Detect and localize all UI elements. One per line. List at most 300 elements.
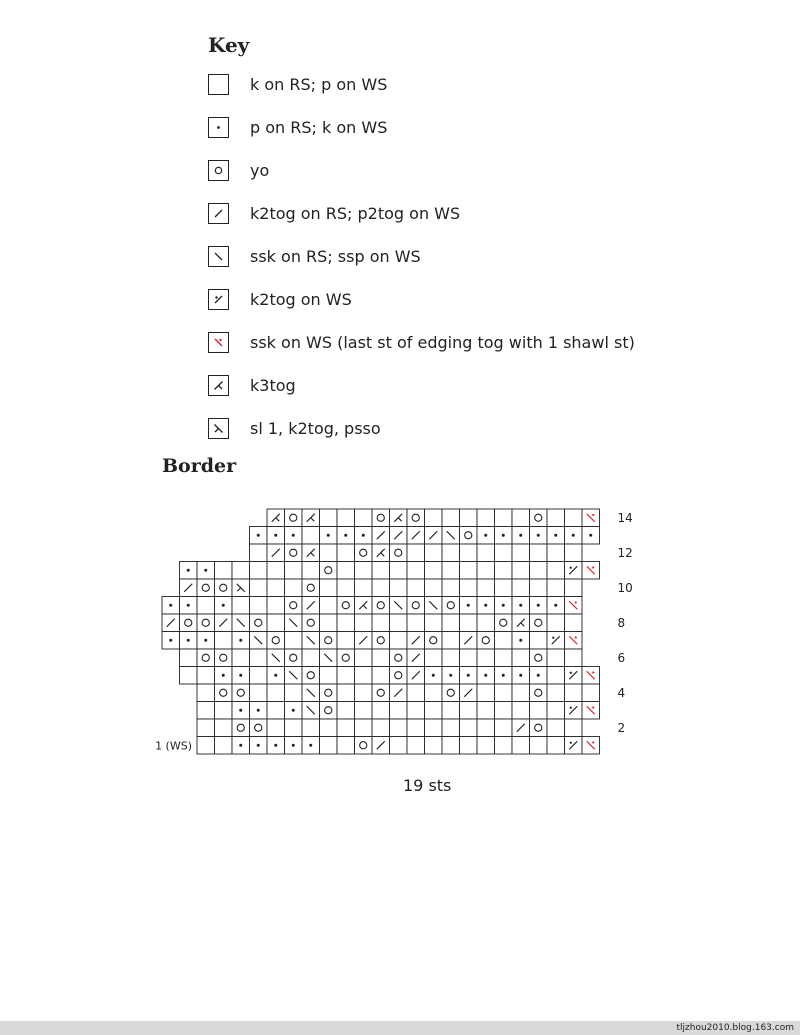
chart-cell-r14-c20 bbox=[495, 509, 513, 527]
chart-cell-r6-c12 bbox=[355, 649, 373, 667]
chart-cell-r12-c19 bbox=[477, 544, 495, 562]
chart-cell-r6-c10 bbox=[320, 649, 338, 667]
chart-cell-r12-c7 bbox=[267, 544, 285, 562]
chart-cell-r5-c9 bbox=[302, 667, 320, 685]
chart-cell-r10-c10 bbox=[320, 579, 338, 597]
row-number-14: 14 bbox=[617, 510, 633, 525]
chart-cell-r9-c8 bbox=[285, 597, 303, 615]
chart-cell-r1-c5 bbox=[232, 737, 250, 755]
chart-cell-r3-c15 bbox=[407, 702, 425, 720]
chart-cell-r7-c4 bbox=[215, 632, 233, 650]
chart-cell-r11-c7 bbox=[267, 562, 285, 580]
chart-cell-r10-c19 bbox=[477, 579, 495, 597]
chart-cell-r4-c19 bbox=[477, 684, 495, 702]
chart-cell-r9-c3 bbox=[197, 597, 215, 615]
chart-cell-r5-c23 bbox=[547, 667, 565, 685]
chart-cell-r9-c1 bbox=[162, 597, 180, 615]
chart-cell-r3-c19 bbox=[477, 702, 495, 720]
chart-cell-r13-c19 bbox=[477, 527, 495, 545]
chart-cell-r7-c14 bbox=[390, 632, 408, 650]
key-label: k2tog on WS bbox=[250, 290, 352, 309]
chart-cell-r9-c6 bbox=[250, 597, 268, 615]
chart-cell-r7-c16 bbox=[425, 632, 443, 650]
chart-cell-r7-c5 bbox=[232, 632, 250, 650]
footer-bar bbox=[0, 1021, 800, 1035]
chart-cell-r4-c8 bbox=[285, 684, 303, 702]
chart-cell-r6-c20 bbox=[495, 649, 513, 667]
chart-cell-r14-c19 bbox=[477, 509, 495, 527]
chart-cell-r1-c13 bbox=[372, 737, 390, 755]
chart-cell-r13-c8 bbox=[285, 527, 303, 545]
chart-cell-r3-c16 bbox=[425, 702, 443, 720]
chart-cell-r14-c24 bbox=[565, 509, 583, 527]
chart-cell-r9-c24 bbox=[565, 597, 583, 615]
chart-cell-r2-c7 bbox=[267, 719, 285, 737]
chart-cell-r8-c14 bbox=[390, 614, 408, 632]
chart-cell-r8-c4 bbox=[215, 614, 233, 632]
chart-cell-r14-c25 bbox=[582, 509, 600, 527]
chart-cell-r10-c2 bbox=[180, 579, 198, 597]
chart-cell-r11-c11 bbox=[337, 562, 355, 580]
chart-cell-r14-c18 bbox=[460, 509, 478, 527]
chart-cell-r7-c6 bbox=[250, 632, 268, 650]
chart-cell-r1-c4 bbox=[215, 737, 233, 755]
chart-cell-r13-c16 bbox=[425, 527, 443, 545]
chart-cell-r5-c21 bbox=[512, 667, 530, 685]
chart-cell-r12-c15 bbox=[407, 544, 425, 562]
chart-cell-r4-c21 bbox=[512, 684, 530, 702]
chart-cell-r9-c18 bbox=[460, 597, 478, 615]
chart-cell-r11-c3 bbox=[197, 562, 215, 580]
chart-cell-r9-c17 bbox=[442, 597, 460, 615]
chart-cell-r2-c11 bbox=[337, 719, 355, 737]
chart-cell-r7-c24 bbox=[565, 632, 583, 650]
chart-cell-r14-c7 bbox=[267, 509, 285, 527]
chart-cell-r7-c9 bbox=[302, 632, 320, 650]
chart-cell-r3-c24 bbox=[565, 702, 583, 720]
chart-cell-r13-c25 bbox=[582, 527, 600, 545]
chart-cell-r6-c19 bbox=[477, 649, 495, 667]
chart-cell-r1-c6 bbox=[250, 737, 268, 755]
chart-cell-r11-c9 bbox=[302, 562, 320, 580]
chart-cell-r8-c10 bbox=[320, 614, 338, 632]
chart-cell-r2-c20 bbox=[495, 719, 513, 737]
chart-cell-r12-c20 bbox=[495, 544, 513, 562]
key-title: Key bbox=[208, 33, 250, 57]
chart-cell-r4-c24 bbox=[565, 684, 583, 702]
chart-cell-r1-c17 bbox=[442, 737, 460, 755]
chart-cell-r14-c23 bbox=[547, 509, 565, 527]
chart-cell-r8-c17 bbox=[442, 614, 460, 632]
chart-cell-r9-c16 bbox=[425, 597, 443, 615]
chart-cell-r4-c14 bbox=[390, 684, 408, 702]
chart-cell-r10-c23 bbox=[547, 579, 565, 597]
chart-cell-r5-c7 bbox=[267, 667, 285, 685]
chart-cell-r4-c16 bbox=[425, 684, 443, 702]
chart-cell-r3-c17 bbox=[442, 702, 460, 720]
chart-cell-r10-c12 bbox=[355, 579, 373, 597]
chart-cell-r5-c18 bbox=[460, 667, 478, 685]
chart-cell-r5-c13 bbox=[372, 667, 390, 685]
chart-cell-r8-c12 bbox=[355, 614, 373, 632]
chart-cell-r4-c18 bbox=[460, 684, 478, 702]
chart-cell-r12-c13 bbox=[372, 544, 390, 562]
chart-cell-r8-c19 bbox=[477, 614, 495, 632]
chart-cell-r6-c24 bbox=[565, 649, 583, 667]
chart-cell-r6-c21 bbox=[512, 649, 530, 667]
key-label: k on RS; p on WS bbox=[250, 75, 388, 94]
chart-cell-r3-c13 bbox=[372, 702, 390, 720]
chart-cell-r8-c7 bbox=[267, 614, 285, 632]
chart-cell-r13-c21 bbox=[512, 527, 530, 545]
chart-cell-r3-c8 bbox=[285, 702, 303, 720]
chart-cell-r13-c20 bbox=[495, 527, 513, 545]
chart-cell-r11-c25 bbox=[582, 562, 600, 580]
chart-cell-r5-c11 bbox=[337, 667, 355, 685]
chart-cell-r10-c6 bbox=[250, 579, 268, 597]
key-label: p on RS; k on WS bbox=[250, 118, 388, 137]
chart-cell-r12-c12 bbox=[355, 544, 373, 562]
chart-cell-r7-c12 bbox=[355, 632, 373, 650]
chart-cell-r10-c22 bbox=[530, 579, 548, 597]
chart-cell-r1-c12 bbox=[355, 737, 373, 755]
chart-cell-r13-c10 bbox=[320, 527, 338, 545]
chart-cell-r11-c17 bbox=[442, 562, 460, 580]
chart-cell-r8-c11 bbox=[337, 614, 355, 632]
chart-cell-r1-c7 bbox=[267, 737, 285, 755]
chart-cell-r11-c18 bbox=[460, 562, 478, 580]
chart-cell-r5-c24 bbox=[565, 667, 583, 685]
chart-cell-r14-c8 bbox=[285, 509, 303, 527]
chart-cell-r10-c14 bbox=[390, 579, 408, 597]
chart-cell-r4-c15 bbox=[407, 684, 425, 702]
chart-cell-r8-c1 bbox=[162, 614, 180, 632]
chart-cell-r8-c15 bbox=[407, 614, 425, 632]
chart-cell-r10-c24 bbox=[565, 579, 583, 597]
chart-cell-r3-c4 bbox=[215, 702, 233, 720]
stitch-count-label: 19 sts bbox=[403, 776, 452, 795]
chart-cell-r13-c17 bbox=[442, 527, 460, 545]
chart-cell-r10-c11 bbox=[337, 579, 355, 597]
chart-cell-r5-c12 bbox=[355, 667, 373, 685]
chart-cell-r1-c9 bbox=[302, 737, 320, 755]
chart-cell-r2-c22 bbox=[530, 719, 548, 737]
chart-cell-r8-c24 bbox=[565, 614, 583, 632]
chart-cell-r6-c18 bbox=[460, 649, 478, 667]
row-number-6: 6 bbox=[617, 650, 626, 665]
chart-cell-r11-c6 bbox=[250, 562, 268, 580]
chart-cell-r10-c21 bbox=[512, 579, 530, 597]
chart-cell-r13-c7 bbox=[267, 527, 285, 545]
chart-cell-r2-c15 bbox=[407, 719, 425, 737]
chart-cell-r9-c7 bbox=[267, 597, 285, 615]
chart-cell-r10-c7 bbox=[267, 579, 285, 597]
chart-cell-r12-c9 bbox=[302, 544, 320, 562]
chart-cell-r7-c21 bbox=[512, 632, 530, 650]
chart-cell-r11-c5 bbox=[232, 562, 250, 580]
chart-cell-r1-c19 bbox=[477, 737, 495, 755]
chart-cell-r5-c19 bbox=[477, 667, 495, 685]
chart-cell-r10-c16 bbox=[425, 579, 443, 597]
chart-cell-r12-c16 bbox=[425, 544, 443, 562]
chart-cell-r7-c18 bbox=[460, 632, 478, 650]
chart-cell-r10-c18 bbox=[460, 579, 478, 597]
chart-cell-r10-c8 bbox=[285, 579, 303, 597]
chart-cell-r1-c11 bbox=[337, 737, 355, 755]
chart-cell-r7-c22 bbox=[530, 632, 548, 650]
chart-cell-r13-c23 bbox=[547, 527, 565, 545]
chart-cell-r2-c10 bbox=[320, 719, 338, 737]
chart-cell-r4-c9 bbox=[302, 684, 320, 702]
chart-cell-r9-c14 bbox=[390, 597, 408, 615]
chart-cell-r10-c9 bbox=[302, 579, 320, 597]
chart-cell-r14-c21 bbox=[512, 509, 530, 527]
chart-cell-r6-c15 bbox=[407, 649, 425, 667]
chart-cell-r9-c15 bbox=[407, 597, 425, 615]
chart-cell-r1-c23 bbox=[547, 737, 565, 755]
chart-cell-r5-c16 bbox=[425, 667, 443, 685]
chart-cell-r2-c17 bbox=[442, 719, 460, 737]
chart-cell-r13-c22 bbox=[530, 527, 548, 545]
chart-cell-r8-c8 bbox=[285, 614, 303, 632]
chart-cell-r1-c25 bbox=[582, 737, 600, 755]
chart-cell-r7-c13 bbox=[372, 632, 390, 650]
chart-cell-r12-c24 bbox=[565, 544, 583, 562]
border-title: Border bbox=[162, 455, 237, 477]
chart-cell-r13-c6 bbox=[250, 527, 268, 545]
chart-cell-r9-c21 bbox=[512, 597, 530, 615]
chart-cell-r1-c20 bbox=[495, 737, 513, 755]
chart-cell-r1-c22 bbox=[530, 737, 548, 755]
chart-cell-r8-c2 bbox=[180, 614, 198, 632]
chart-cell-r7-c17 bbox=[442, 632, 460, 650]
chart-cell-r8-c18 bbox=[460, 614, 478, 632]
chart-cell-r5-c10 bbox=[320, 667, 338, 685]
chart-cell-r11-c10 bbox=[320, 562, 338, 580]
chart-cell-r14-c9 bbox=[302, 509, 320, 527]
chart-cell-r8-c9 bbox=[302, 614, 320, 632]
chart-cell-r5-c22 bbox=[530, 667, 548, 685]
chart-cell-r9-c19 bbox=[477, 597, 495, 615]
key-label: ssk on RS; ssp on WS bbox=[250, 247, 421, 266]
chart-cell-r3-c9 bbox=[302, 702, 320, 720]
chart-cell-r1-c3 bbox=[197, 737, 215, 755]
chart-cell-r6-c4 bbox=[215, 649, 233, 667]
chart-cell-r3-c3 bbox=[197, 702, 215, 720]
chart-cell-r7-c23 bbox=[547, 632, 565, 650]
chart-cell-r2-c14 bbox=[390, 719, 408, 737]
chart-cell-r3-c10 bbox=[320, 702, 338, 720]
chart-cell-r11-c24 bbox=[565, 562, 583, 580]
chart-cell-r11-c16 bbox=[425, 562, 443, 580]
chart-cell-r13-c11 bbox=[337, 527, 355, 545]
chart-cell-r7-c20 bbox=[495, 632, 513, 650]
chart-cell-r2-c19 bbox=[477, 719, 495, 737]
chart-cell-r8-c13 bbox=[372, 614, 390, 632]
chart-cell-r2-c16 bbox=[425, 719, 443, 737]
chart-cell-r3-c20 bbox=[495, 702, 513, 720]
chart-cell-r6-c17 bbox=[442, 649, 460, 667]
chart-cell-r14-c15 bbox=[407, 509, 425, 527]
chart-cell-r2-c24 bbox=[565, 719, 583, 737]
chart-cell-r9-c5 bbox=[232, 597, 250, 615]
chart-cell-r9-c2 bbox=[180, 597, 198, 615]
chart-cell-r8-c16 bbox=[425, 614, 443, 632]
chart-cell-r9-c22 bbox=[530, 597, 548, 615]
chart-cell-r11-c2 bbox=[180, 562, 198, 580]
chart-cell-r6-c7 bbox=[267, 649, 285, 667]
row-number-12: 12 bbox=[617, 545, 633, 560]
chart-cell-r2-c18 bbox=[460, 719, 478, 737]
chart-cell-r9-c20 bbox=[495, 597, 513, 615]
chart-cell-r3-c7 bbox=[267, 702, 285, 720]
chart-cell-r6-c14 bbox=[390, 649, 408, 667]
chart-cell-r14-c14 bbox=[390, 509, 408, 527]
chart-cell-r4-c17 bbox=[442, 684, 460, 702]
chart-cell-r4-c23 bbox=[547, 684, 565, 702]
chart-cell-r10-c20 bbox=[495, 579, 513, 597]
chart-cell-r1-c15 bbox=[407, 737, 425, 755]
chart-cell-r11-c22 bbox=[530, 562, 548, 580]
chart-cell-r6-c13 bbox=[372, 649, 390, 667]
chart-cell-r9-c10 bbox=[320, 597, 338, 615]
chart-cell-r11-c20 bbox=[495, 562, 513, 580]
key-label: k3tog bbox=[250, 376, 296, 395]
chart-cell-r7-c10 bbox=[320, 632, 338, 650]
chart-cell-r9-c4 bbox=[215, 597, 233, 615]
chart-cell-r2-c8 bbox=[285, 719, 303, 737]
chart-cell-r7-c19 bbox=[477, 632, 495, 650]
chart-cell-r9-c12 bbox=[355, 597, 373, 615]
chart-cell-r8-c23 bbox=[547, 614, 565, 632]
row-number-2: 2 bbox=[617, 720, 626, 735]
chart-cell-r6-c22 bbox=[530, 649, 548, 667]
chart-cell-r9-c23 bbox=[547, 597, 565, 615]
chart-cell-r6-c2 bbox=[180, 649, 198, 667]
chart-cell-r1-c8 bbox=[285, 737, 303, 755]
chart-cell-r5-c6 bbox=[250, 667, 268, 685]
chart-cell-r4-c5 bbox=[232, 684, 250, 702]
chart-cell-r2-c5 bbox=[232, 719, 250, 737]
chart-cell-r12-c22 bbox=[530, 544, 548, 562]
chart-cell-r14-c17 bbox=[442, 509, 460, 527]
row-number-4: 4 bbox=[617, 685, 626, 700]
chart-cell-r7-c15 bbox=[407, 632, 425, 650]
chart-cell-r11-c8 bbox=[285, 562, 303, 580]
chart-cell-r10-c3 bbox=[197, 579, 215, 597]
chart-cell-r8-c20 bbox=[495, 614, 513, 632]
chart-cell-r4-c22 bbox=[530, 684, 548, 702]
chart-cell-r12-c23 bbox=[547, 544, 565, 562]
chart-cell-r5-c4 bbox=[215, 667, 233, 685]
chart-cell-r8-c22 bbox=[530, 614, 548, 632]
chart-cell-r6-c16 bbox=[425, 649, 443, 667]
chart-cell-r3-c6 bbox=[250, 702, 268, 720]
chart-cell-r5-c15 bbox=[407, 667, 425, 685]
chart-cell-r4-c11 bbox=[337, 684, 355, 702]
chart-cell-r6-c23 bbox=[547, 649, 565, 667]
key-label: sl 1, k2tog, psso bbox=[250, 419, 381, 438]
chart-cell-r1-c14 bbox=[390, 737, 408, 755]
chart-cell-r4-c4 bbox=[215, 684, 233, 702]
chart-cell-r4-c3 bbox=[197, 684, 215, 702]
chart-cell-r11-c4 bbox=[215, 562, 233, 580]
chart-cell-r6-c8 bbox=[285, 649, 303, 667]
chart-cell-r13-c24 bbox=[565, 527, 583, 545]
chart-cell-r2-c21 bbox=[512, 719, 530, 737]
chart-cell-r6-c5 bbox=[232, 649, 250, 667]
chart-cell-r4-c20 bbox=[495, 684, 513, 702]
chart-cell-r2-c4 bbox=[215, 719, 233, 737]
chart-cell-r1-c10 bbox=[320, 737, 338, 755]
chart-cell-r5-c5 bbox=[232, 667, 250, 685]
chart-cell-r14-c22 bbox=[530, 509, 548, 527]
chart-cell-r6-c11 bbox=[337, 649, 355, 667]
chart-cell-r2-c13 bbox=[372, 719, 390, 737]
chart-cell-r5-c17 bbox=[442, 667, 460, 685]
chart-cell-r12-c18 bbox=[460, 544, 478, 562]
chart-cell-r7-c11 bbox=[337, 632, 355, 650]
chart-cell-r13-c14 bbox=[390, 527, 408, 545]
chart-cell-r11-c14 bbox=[390, 562, 408, 580]
chart-cell-r5-c25 bbox=[582, 667, 600, 685]
start-row-label: 1 (WS) bbox=[155, 739, 192, 753]
row-number-10: 10 bbox=[617, 580, 633, 595]
chart-cell-r7-c2 bbox=[180, 632, 198, 650]
chart-cell-r7-c3 bbox=[197, 632, 215, 650]
chart-cell-r3-c22 bbox=[530, 702, 548, 720]
chart-cell-r11-c19 bbox=[477, 562, 495, 580]
chart-cell-r10-c5 bbox=[232, 579, 250, 597]
chart-cell-r5-c20 bbox=[495, 667, 513, 685]
chart-cell-r5-c14 bbox=[390, 667, 408, 685]
chart-cell-r6-c6 bbox=[250, 649, 268, 667]
chart-cell-r2-c12 bbox=[355, 719, 373, 737]
chart-cell-r3-c21 bbox=[512, 702, 530, 720]
chart-cell-r3-c18 bbox=[460, 702, 478, 720]
chart-cell-r4-c12 bbox=[355, 684, 373, 702]
chart-cell-r9-c11 bbox=[337, 597, 355, 615]
chart-cell-r12-c14 bbox=[390, 544, 408, 562]
key-label: yo bbox=[250, 161, 270, 180]
chart-cell-r14-c16 bbox=[425, 509, 443, 527]
chart-cell-r11-c13 bbox=[372, 562, 390, 580]
chart-cell-r11-c12 bbox=[355, 562, 373, 580]
chart-cell-r13-c13 bbox=[372, 527, 390, 545]
chart-cell-r10-c17 bbox=[442, 579, 460, 597]
chart-cell-r1-c21 bbox=[512, 737, 530, 755]
chart-cell-r12-c8 bbox=[285, 544, 303, 562]
chart-cell-r4-c25 bbox=[582, 684, 600, 702]
chart-cell-r9-c13 bbox=[372, 597, 390, 615]
chart-cell-r2-c9 bbox=[302, 719, 320, 737]
chart-cell-r8-c6 bbox=[250, 614, 268, 632]
chart-cell-r1-c24 bbox=[565, 737, 583, 755]
chart-cell-r4-c13 bbox=[372, 684, 390, 702]
chart-cell-r5-c3 bbox=[197, 667, 215, 685]
chart-cell-r10-c13 bbox=[372, 579, 390, 597]
chart-cell-r8-c3 bbox=[197, 614, 215, 632]
chart-cell-r7-c7 bbox=[267, 632, 285, 650]
chart-cell-r14-c13 bbox=[372, 509, 390, 527]
chart-cell-r7-c8 bbox=[285, 632, 303, 650]
chart-cell-r1-c16 bbox=[425, 737, 443, 755]
chart-cell-r14-c11 bbox=[337, 509, 355, 527]
chart-cell-r2-c23 bbox=[547, 719, 565, 737]
key-label: k2tog on RS; p2tog on WS bbox=[250, 204, 461, 223]
chart-cell-r4-c10 bbox=[320, 684, 338, 702]
chart-cell-r14-c10 bbox=[320, 509, 338, 527]
